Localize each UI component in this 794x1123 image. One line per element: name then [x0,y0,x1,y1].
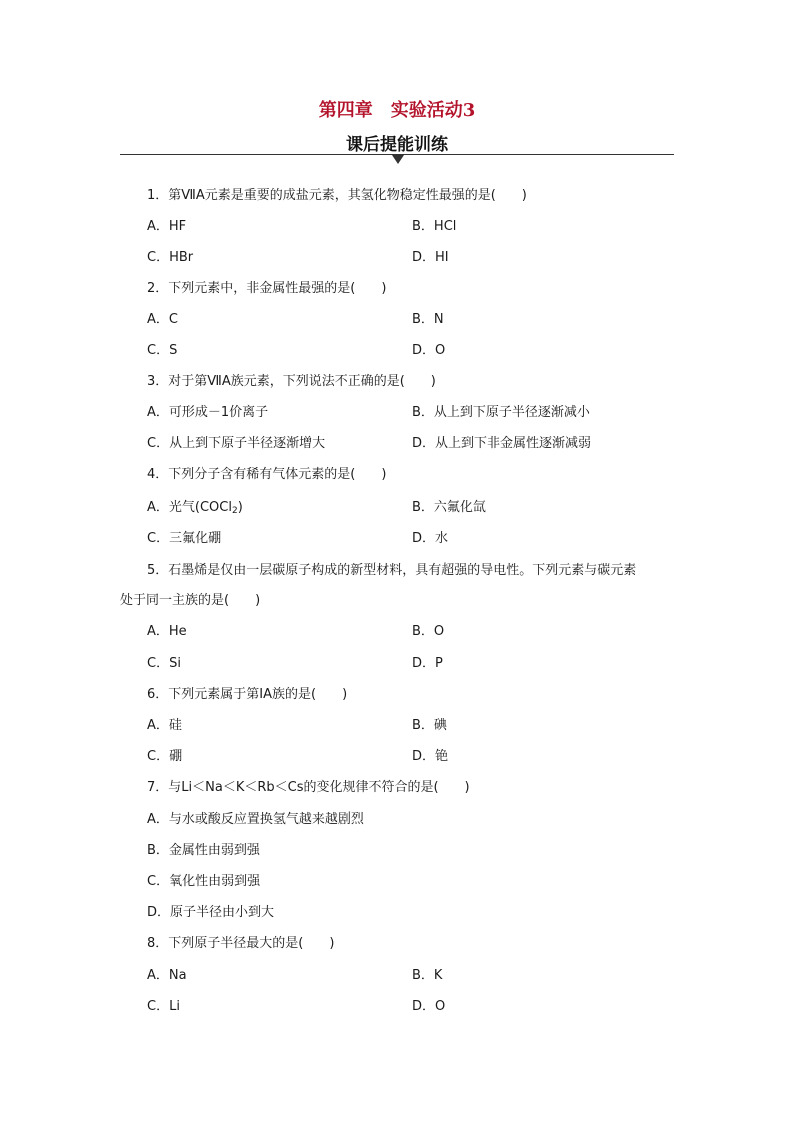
question-4-stem: 4．下列分子含有稀有气体元素的是( ) [147,467,387,482]
question-5-option-c: C．Si [147,656,181,671]
question-8-option-c: C．Li [147,999,180,1014]
question-1-option-a: A．HF [147,219,187,234]
question-1-option-b: B．HCl [412,219,457,234]
question-6-option-c: C．硼 [147,749,183,764]
question-3-option-d: D．从上到下非金属性逐渐减弱 [412,436,592,451]
question-2-option-d: D．O [412,343,446,358]
question-1-option-d: D．HI [412,250,449,265]
subscript-2: 2 [231,506,238,516]
question-4-option-a [147,499,243,520]
question-8-stem: 8．下列原子半径最大的是( ) [147,936,335,951]
question-1-stem: 1．第ⅦA元素是重要的成盐元素，其氢化物稳定性最强的是( ) [147,188,527,203]
question-7-option-c: C．氧化性由弱到强 [147,874,261,889]
question-6-option-d: D．铯 [412,749,449,764]
question-6-stem: 6．下列元素属于第ⅠA族的是( ) [147,687,348,702]
question-5-stem: 5．石墨烯是仅由一层碳原子构成的新型材料，具有超强的导电性。下列元素与碳元素 [147,563,637,578]
divider-marker-icon [392,155,404,164]
question-6-option-a: A．硅 [147,718,182,733]
question-5-stem-continued: 处于同一主族的是( ) [120,593,261,608]
question-4-option-d: D．水 [412,531,449,546]
question-2-option-c: C．S [147,343,178,358]
question-2-option-a: A．C [147,312,178,327]
question-7-option-a: A．与水或酸反应置换氢气越来越剧烈 [147,812,364,827]
question-3-stem: 3．对于第ⅦA族元素，下列说法不正确的是( ) [147,374,436,389]
question-5-option-d: D．P [412,656,443,671]
question-8-option-b: B．K [412,968,443,983]
question-4-option-c: C．三氟化硼 [147,531,222,546]
question-7-option-b: B．金属性由弱到强 [147,843,260,858]
question-3-option-c: C．从上到下原子半径逐渐增大 [147,436,326,451]
question-5-option-b: B．O [412,624,445,639]
question-4-option-a-close: ) [237,500,243,515]
question-4-option-b: B．六氟化氙 [412,500,486,515]
question-7-option-d: D．原子半径由小到大 [147,905,275,920]
chapter-title: 第四章 实验活动3 [318,100,476,121]
question-3-option-b: B．从上到下原子半径逐渐减小 [412,405,590,420]
question-2-option-b: B．N [412,312,444,327]
question-3-option-a: A．可形成－1价离子 [147,405,269,420]
question-4-option-a-text: A．光气(COCl [147,500,232,515]
section-subtitle: 课后提能训练 [346,135,448,155]
question-7-stem: 7．与Li＜Na＜K＜Rb＜Cs的变化规律不符合的是( ) [147,780,470,795]
question-6-option-b: B．碘 [412,718,447,733]
question-8-option-a: A．Na [147,968,187,983]
question-2-stem: 2．下列元素中，非金属性最强的是( ) [147,281,387,296]
question-5-option-a: A．He [147,624,187,639]
question-8-option-d: D．O [412,999,446,1014]
question-1-option-c: C．HBr [147,250,194,265]
